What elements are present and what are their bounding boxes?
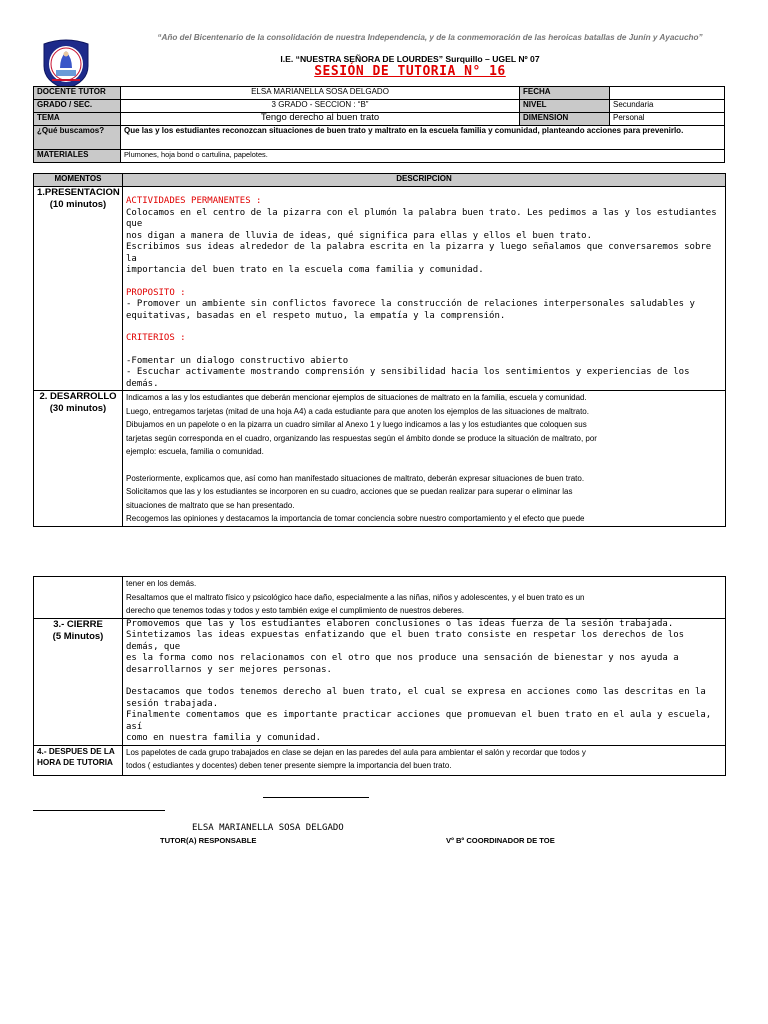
desarrollo-line: Resaltamos que el maltrato físico y psicológico hace daño, especialmente a las niñas, niños y adolescentes, y el buen trato es un [126,592,585,602]
despues-moment-cell [34,745,123,775]
desarrollo-line: Posteriormente, explicamos que, así como han manifestado situaciones de maltrato, deberán expresar situaciones de buen trato. [126,473,585,483]
despues-label-1: 4.- DESPUES DE LA [37,746,115,756]
cierre-line: desarrollarnos y ser mejores personas. [126,664,332,675]
actividades-line: nos digan a manera de lluvia de ideas, qué significa para ellas y ellos el buen trato. [126,230,592,241]
cierre-label: 3.- CIERRE [53,618,103,630]
materiales-value: Plumones, hoja bond o cartulina, papelotes. [121,150,725,163]
school-crest-icon [38,38,94,90]
dimension-value: Personal [610,113,725,126]
desarrollo-moment-cell [34,391,123,527]
criterios-line: - Escuchar activamente mostrando comprensión y sensibilidad hacia los sentimientos y experiencias de los demás. [126,367,690,389]
dimension-label: DIMENSION [520,113,610,126]
desarrollo-continued-description [123,577,726,619]
school-name: I.E. “NUESTRA SEÑORA DE LOURDES” Surquillo – UGEL Nº 07 [280,54,540,64]
desarrollo-line: tarjetas según corresponda en el cuadro, organizando las respuestas según el ámbito donde se produce la situación de maltrato, por [126,433,597,443]
moments-table [33,173,726,527]
moments-table-continued [33,576,726,776]
cierre-line: Sintetizamos las ideas expuestas enfatizando que el buen trato consiste en respetar los derechos de los demás, que [126,630,685,652]
grado-label: GRADO / SEC. [34,100,121,113]
proposito-line: - Promover un ambiente sin conflictos favorece la construcción de relaciones interpersonales saludables y [126,299,695,309]
presentacion-moment-cell [34,187,123,391]
desarrollo-time: (30 minutos) [49,403,107,414]
tema-label: TEMA [34,113,121,126]
header-motto: “Año del Bicentenario de la consolidación de nuestra Independencia, y de la conmemoración de las heroicas batallas de Junín y Ayacucho” [157,33,703,42]
tutor-name: ELSA MARIANELLA SOSA DELGADO [192,823,344,833]
materiales-label: MATERIALES [34,150,121,163]
col-descripcion: DESCRIPCION [123,174,726,187]
desarrollo-line: Solicitamos que las y los estudiantes se incorporen en su cuadro, acciones que se puedan realizar para superar o eliminar las [126,487,573,496]
desarrollo-line: Luego, entregamos tarjetas (mitad de una hoja A4) a cada estudiante para que anoten los ejemplos de las situaciones de maltrato. [126,406,589,416]
criterios-heading: CRITERIOS : [126,333,186,343]
coordinator-role: Vº Bº COORDINADOR DE TOE [446,836,555,845]
presentacion-label: 1.PRESENTACION [37,187,120,198]
proposito-line: equitativas, basadas en el respeto mutuo, la empatía y la comprensión. [126,310,506,321]
signature-line-tutor [33,810,165,811]
desarrollo-line: tener en los demás. [126,579,197,588]
docente-value: ELSA MARIANELLA SOSA DELGADO [121,87,520,100]
criterios-line: -Fomentar un dialogo constructivo abierto [126,355,349,366]
desarrollo-line: Recogemos las opiniones y destacamos la importancia de tomar conciencia sobre nuestro comportamiento y el efecto que puede [126,514,585,523]
presentacion-time: (10 minutos) [49,199,107,210]
buscamos-value: Que las y los estudiantes reconozcan situaciones de buen trato y maltrato en la escuela familia y comunidad, planteando acciones para prevenirlo. [121,126,725,150]
signature-line-coordinator [263,797,369,798]
desarrollo-continued-moment-cell [34,577,123,619]
fecha-label: FECHA [520,87,610,100]
desarrollo-line: situaciones de maltrato que se han presentado. [126,500,295,510]
cierre-time: (5 Minutos) [52,630,104,642]
cierre-description [123,618,726,745]
desarrollo-label: 2. DESARROLLO [39,391,117,402]
cierre-line: como en nuestra familia y comunidad. [126,733,322,743]
nivel-label: NIVEL [520,100,610,113]
actividades-line: Escribimos sus ideas alrededor de la palabra escrita en la pizarra y luego señalamos que conversaremos sobre la [126,242,712,264]
buscamos-label: ¿Qué buscamos? [34,126,121,150]
cierre-line: sesión trabajada. [126,698,219,709]
despues-line: todos ( estudiantes y docentes) deben tener presente siempre la importancia del buen trato. [126,761,452,770]
docente-label: DOCENTE TUTOR [34,87,121,100]
despues-line: Los papelotes de cada grupo trabajados en clase se dejan en las paredes del aula para ambientar el salón y recordar que todos y [126,747,586,757]
actividades-line: Colocamos en el centro de la pizarra con el plumón la palabra buen trato. Les pedimos a las y los estudiantes que [126,207,717,229]
col-momentos: MOMENTOS [34,174,123,187]
tema-value: Tengo derecho al buen trato [121,113,520,126]
fecha-value [610,87,725,100]
desarrollo-line: ejemplo: escuela, familia o comunidad. [126,447,264,456]
cierre-moment-cell [34,618,123,745]
despues-description [123,745,726,775]
presentacion-description [123,187,726,391]
desarrollo-line: derecho que tenemos todas y todos y esto también exige el cumplimiento de nuestros deberes. [126,606,464,615]
cierre-line: Promovemos que las y los estudiantes elaboren conclusiones o las ideas fuerza de la sesión trabajada. [126,618,674,629]
info-table [33,86,725,163]
desarrollo-line: Dibujamos en un papelote o en la pizarra un cuadro similar al Anexo 1 y luego indicamos a las y los estudiantes que coloquen sus [126,420,587,429]
desarrollo-line: Indicamos a las y los estudiantes que deberán mencionar ejemplos de situaciones de maltrato en la familia, escuela y comunidad. [126,393,587,402]
nivel-value: Secundaria [610,100,725,113]
actividades-line: importancia del buen trato en la escuela coma familia y comunidad. [126,265,484,275]
despues-label-2: HORA DE TUTORIA [37,757,113,767]
proposito-heading: PROPOSITO : [126,287,186,298]
tutor-role: TUTOR(A) RESPONSABLE [160,836,257,845]
cierre-line: Destacamos que todos tenemos derecho al buen trato, el cual se expresa en acciones como las descritas en la [126,687,706,697]
grado-value: 3 GRADO - SECCION : “B” [121,100,520,113]
cierre-line: es la forma como nos relacionamos con el otro que nos produce una sensación de bienestar y nos ayuda a [126,653,679,663]
actividades-heading: ACTIVIDADES PERMANENTES : [126,196,262,206]
session-title: SESIÓN DE TUTORIA N° 16 [314,64,506,79]
desarrollo-description [123,391,726,527]
cierre-line: Finalmente comentamos que es importante practicar acciones que promuevan el buen trato en el aula y escuela, así [126,710,712,732]
